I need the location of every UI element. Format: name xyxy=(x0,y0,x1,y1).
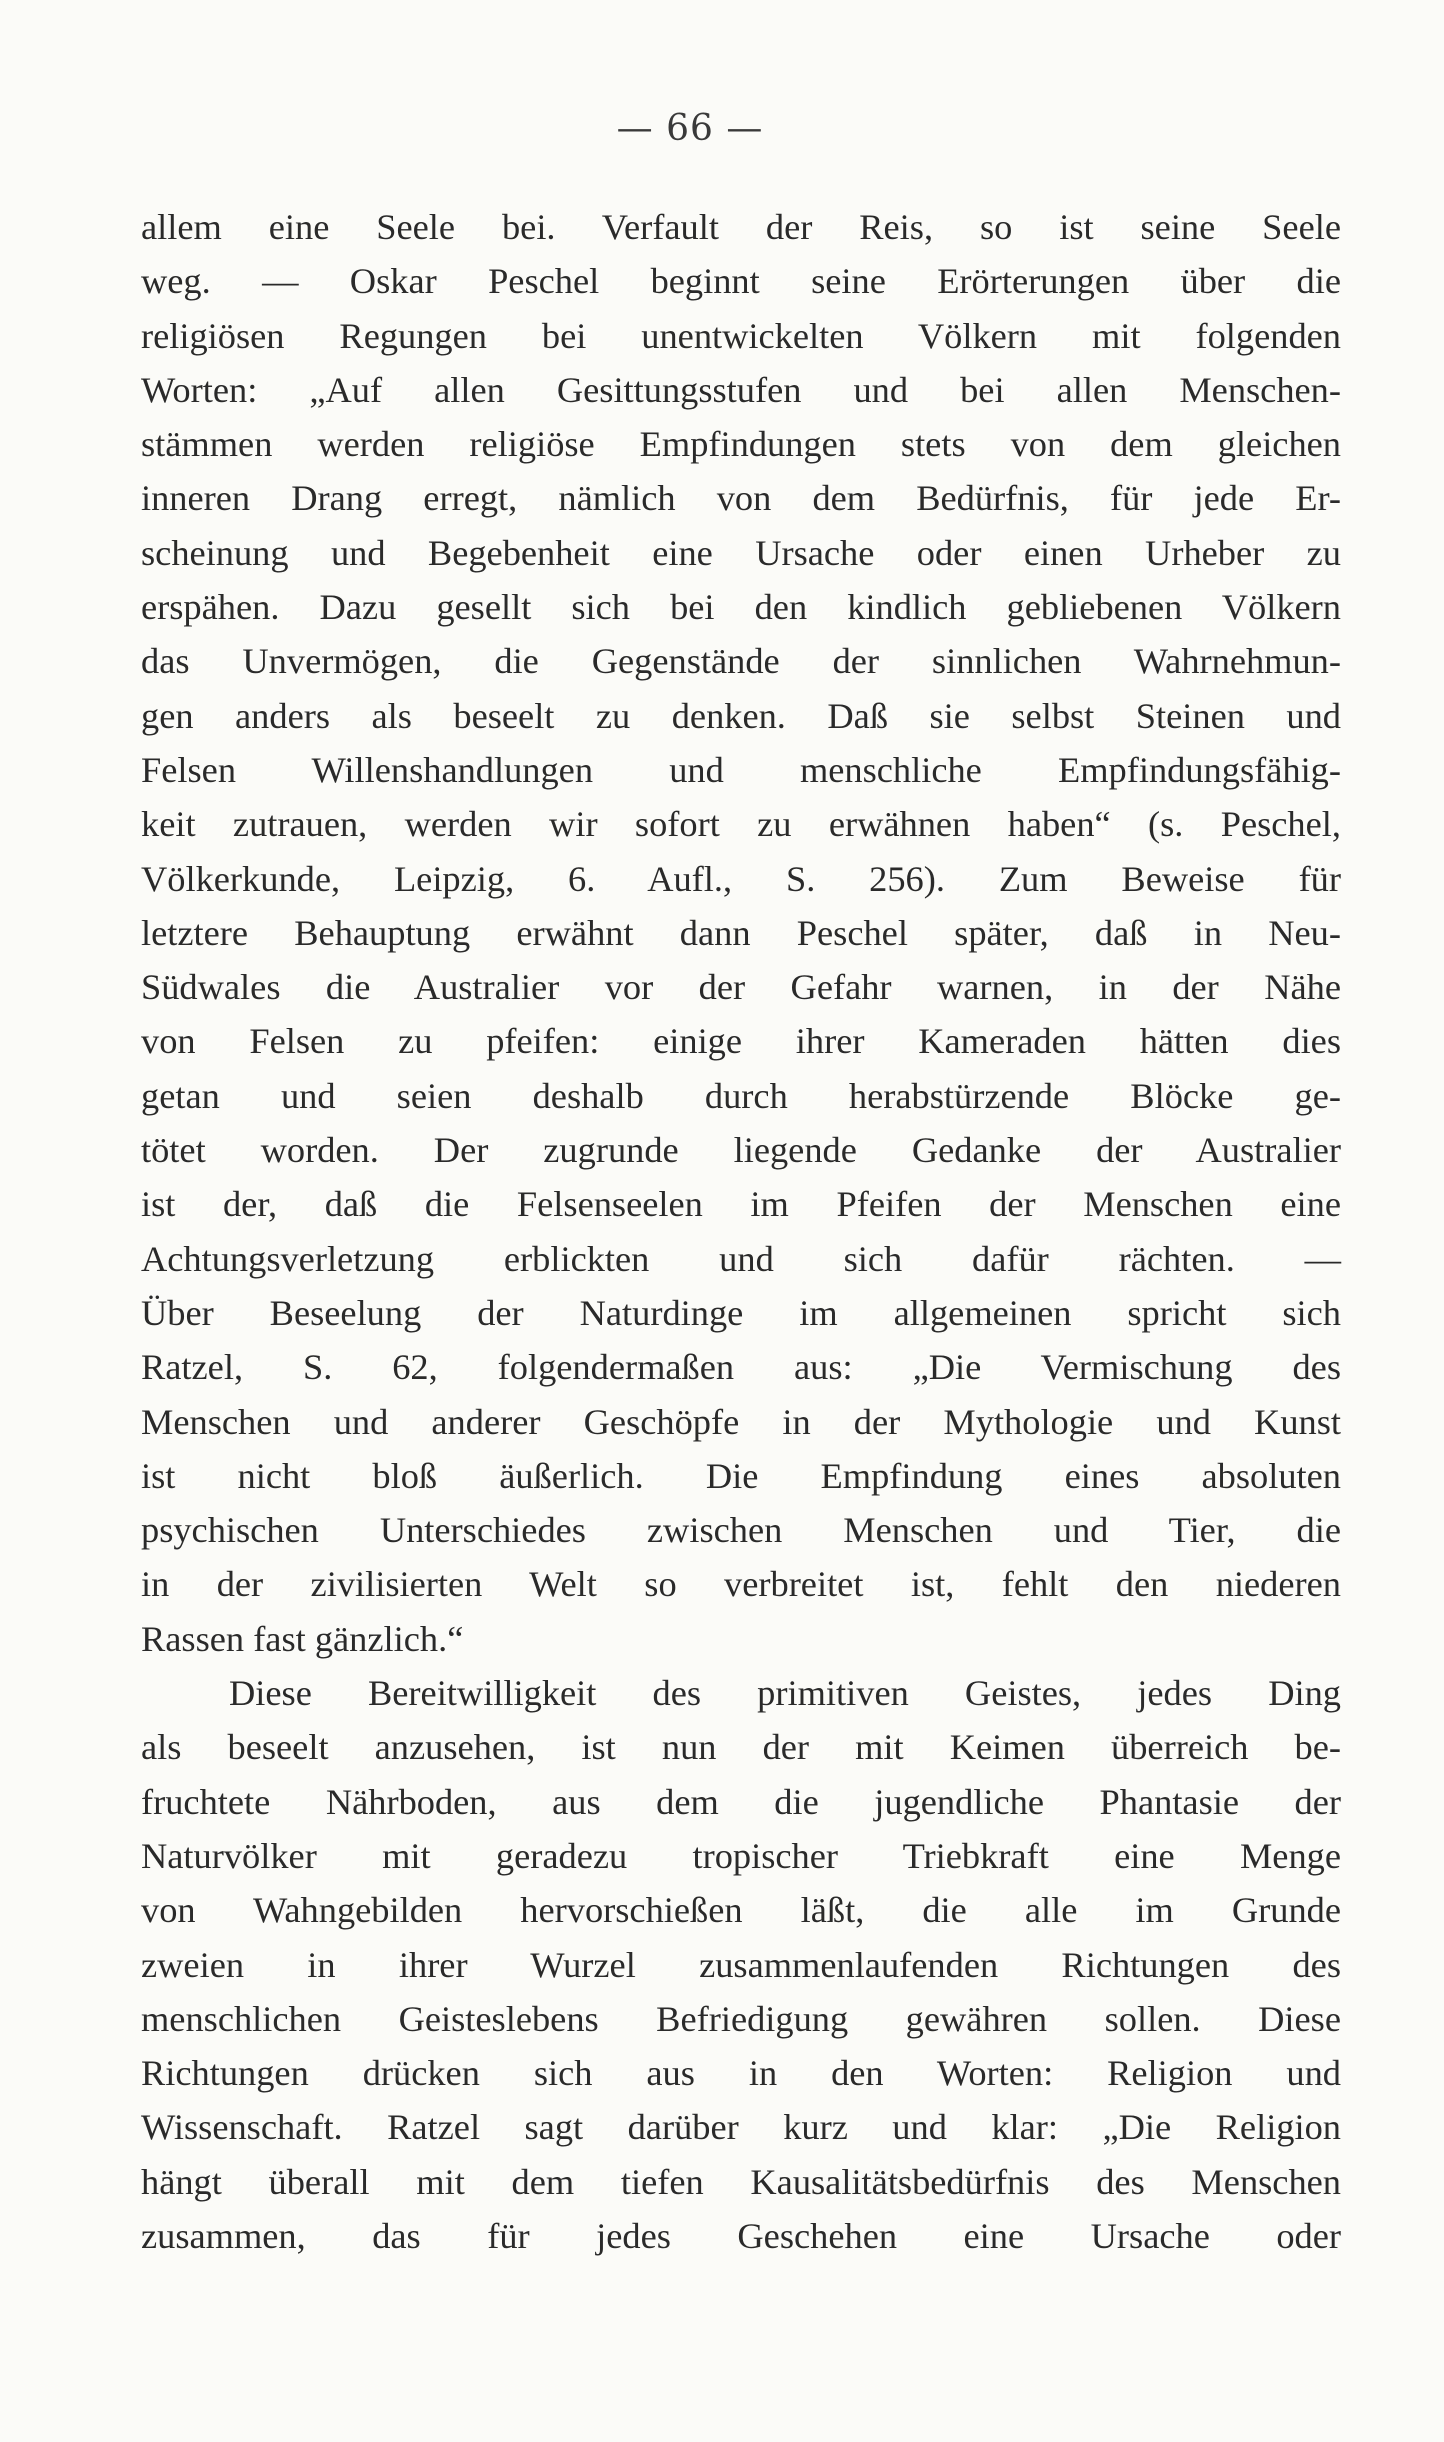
text-line: getan und seien deshalb durch herabstürzende Blöcke ge- xyxy=(141,1075,1341,1116)
text-line: keit zutrauen, werden wir sofort zu erwähnen haben“ (s. Peschel, xyxy=(141,804,1341,845)
text-line: Diese Bereitwilligkeit des primitiven Geistes, jedes Ding xyxy=(229,1673,1341,1714)
page-number: — 66 — xyxy=(616,108,764,149)
text-line: menschlichen Geisteslebens Befriedigung gewähren sollen. Diese xyxy=(141,1998,1341,2039)
text-line: Wissenschaft. Ratzel sagt darüber kurz und klar: „Die Religion xyxy=(141,2107,1341,2148)
text-line: Menschen und anderer Geschöpfe in der Mythologie und Kunst xyxy=(141,1401,1341,1442)
text-line: fruchtete Nährboden, aus dem die jugendliche Phantasie der xyxy=(141,1781,1341,1822)
text-line: Völkerkunde, Leipzig, 6. Aufl., S. 256). Zum Beweise für xyxy=(141,858,1341,899)
text-line: in der zivilisierten Welt so verbreitet ist, fehlt den niederen xyxy=(141,1564,1341,1605)
text-line: tötet worden. Der zugrunde liegende Gedanke der Australier xyxy=(141,1130,1341,1171)
text-line: religiösen Regungen bei unentwickelten Völkern mit folgenden xyxy=(141,315,1341,356)
text-line: psychischen Unterschiedes zwischen Menschen und Tier, die xyxy=(141,1510,1341,1551)
text-line: Ratzel, S. 62, folgendermaßen aus: „Die Vermischung des xyxy=(141,1347,1341,1388)
text-line: zusammen, das für jedes Geschehen eine Ursache oder xyxy=(141,2215,1341,2256)
text-line: ist der, daß die Felsenseelen im Pfeifen der Menschen eine xyxy=(141,1184,1341,1225)
text-line: scheinung und Begebenheit eine Ursache oder einen Urheber zu xyxy=(141,532,1341,573)
text-line: Worten: „Auf allen Gesittungsstufen und bei allen Menschen- xyxy=(141,369,1341,410)
text-line: Rassen fast gänzlich.“ xyxy=(141,1618,464,1659)
text-line: Naturvölker mit geradezu tropischer Triebkraft eine Menge xyxy=(141,1835,1341,1876)
text-line: weg. — Oskar Peschel beginnt seine Erörterungen über die xyxy=(141,261,1341,302)
text-line: Über Beseelung der Naturdinge im allgemeinen spricht sich xyxy=(141,1292,1341,1333)
text-line: Richtungen drücken sich aus in den Worten: Religion und xyxy=(141,2053,1341,2094)
text-line: ist nicht bloß äußerlich. Die Empfindung eines absoluten xyxy=(141,1455,1341,1496)
text-line: von Wahngebilden hervorschießen läßt, die alle im Grunde xyxy=(141,1890,1341,1931)
text-line: letztere Behauptung erwähnt dann Peschel später, daß in Neu- xyxy=(141,912,1341,953)
text-line: stämmen werden religiöse Empfindungen stets von dem gleichen xyxy=(141,424,1341,465)
text-line: Achtungsverletzung erblickten und sich dafür rächten. — xyxy=(141,1238,1341,1279)
text-line: inneren Drang erregt, nämlich von dem Bedürfnis, für jede Er- xyxy=(141,478,1341,519)
text-line: allem eine Seele bei. Verfault der Reis, so ist seine Seele xyxy=(141,207,1341,247)
text-line: gen anders als beseelt zu denken. Daß sie selbst Steinen und xyxy=(141,695,1341,736)
text-line: hängt überall mit dem tiefen Kausalitätsbedürfnis des Menschen xyxy=(141,2161,1341,2202)
text-line: erspähen. Dazu gesellt sich bei den kindlich gebliebenen Völkern xyxy=(141,587,1341,628)
text-line: als beseelt anzusehen, ist nun der mit Keimen überreich be- xyxy=(141,1727,1341,1768)
text-line: Felsen Willenshandlungen und menschliche Empfindungsfähig- xyxy=(141,749,1341,790)
text-line: das Unvermögen, die Gegenstände der sinnlichen Wahrnehmun- xyxy=(141,641,1341,682)
text-line: Südwales die Australier vor der Gefahr warnen, in der Nähe xyxy=(141,967,1341,1008)
body-text xyxy=(141,200,1341,2263)
text-line: zweien in ihrer Wurzel zusammenlaufenden Richtungen des xyxy=(141,1944,1341,1985)
text-line: von Felsen zu pfeifen: einige ihrer Kameraden hätten dies xyxy=(141,1021,1341,1062)
